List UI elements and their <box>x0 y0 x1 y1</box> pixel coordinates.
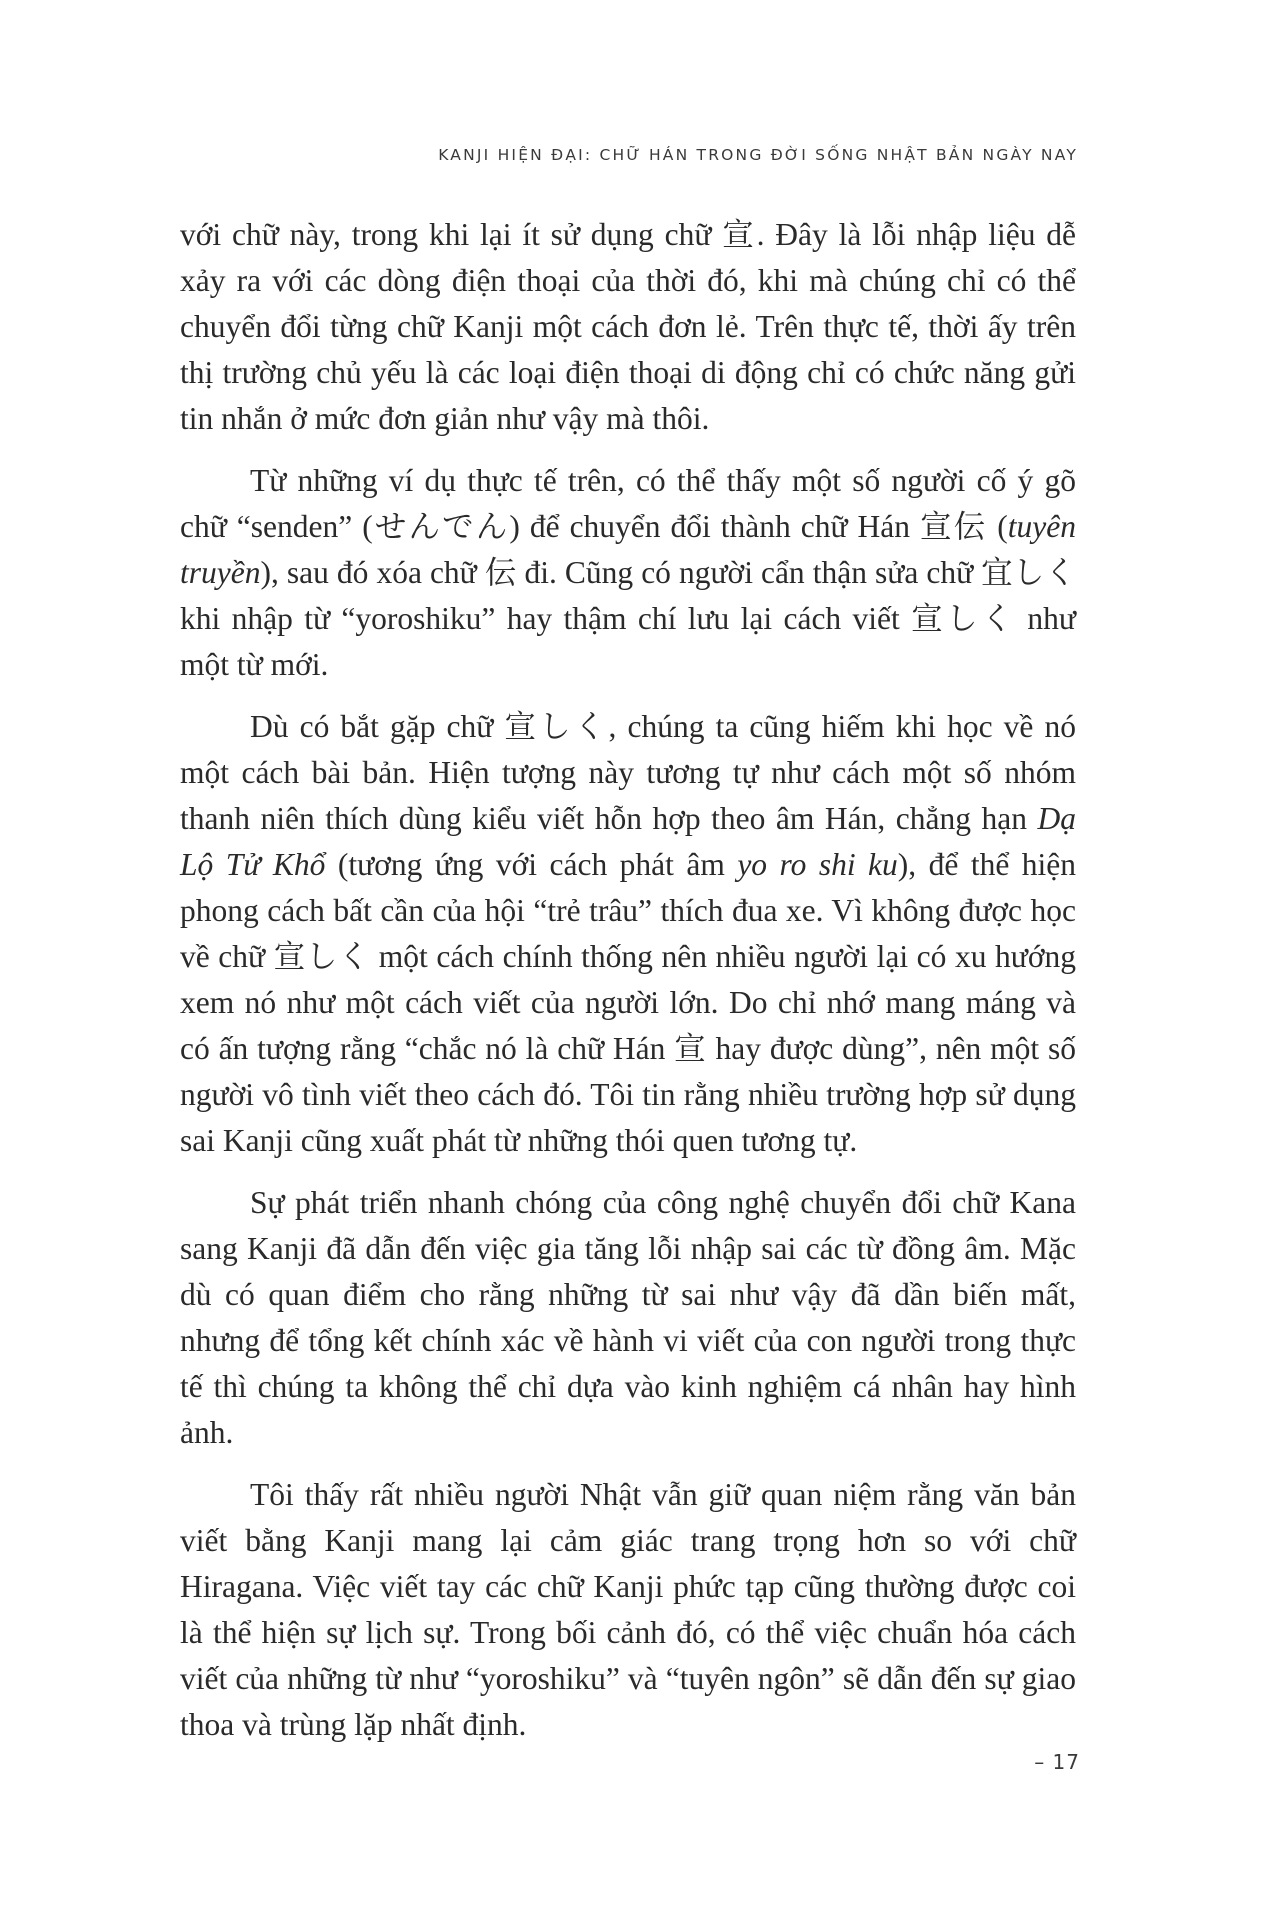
paragraph-text: Tôi thấy rất nhiều người Nhật vẫn giữ quan niệm rằng văn bản viết bằng Kanji mang lại cảm giác trang trọng hơn so với chữ Hiragana. Việc viết tay các chữ Kanji phức tạp cũng thường được coi là thể hiện sự lịch sự. Trong bối cảnh đó, có thể việc chuẩn hóa cách viết của những từ như “yoroshiku” và “tuyên ngôn” sẽ dẫn đến sự giao thoa và trùng lặp nhất định. <box>180 1477 1076 1742</box>
page-number: – 17 <box>1034 1750 1080 1774</box>
paragraph-text: với chữ này, trong khi lại ít sử dụng chữ 宣. Đây là lỗi nhập liệu dễ xảy ra với các dòng điện thoại của thời đó, khi mà chúng chỉ có thể chuyển đổi từng chữ Kanji một cách đơn lẻ. Trên thực tế, thời ấy trên thị trường chủ yếu là các loại điện thoại di động chỉ có chức năng gửi tin nhắn ở mức đơn giản như vậy mà thôi. <box>180 217 1076 436</box>
paragraph-2 <box>180 458 1076 688</box>
paragraph-4 <box>180 1180 1076 1456</box>
paragraph-text: (tương ứng với cách phát âm <box>325 847 738 882</box>
body-text <box>180 212 1076 1764</box>
paragraph-text: Sự phát triển nhanh chóng của công nghệ chuyển đổi chữ Kana sang Kanji đã dẫn đến việc gia tăng lỗi nhập sai các từ đồng âm. Mặc dù có quan điểm cho rằng những từ sai như vậy đã dần biến mất, nhưng để tổng kết chính xác về hành vi viết của con người trong thực tế thì chúng ta không thể chỉ dựa vào kinh nghiệm cá nhân hay hình ảnh. <box>180 1185 1076 1450</box>
italic-term: yo ro shi ku <box>737 847 898 882</box>
running-header: KANJI HIỆN ĐẠI: CHỮ HÁN TRONG ĐỜI SỐNG NHẬT BẢN NGÀY NAY <box>438 146 1078 164</box>
italic-term: tuyên truyền <box>180 509 1076 590</box>
paragraph-text: ), để thể hiện phong cách bất cần của hội “trẻ trâu” thích đua xe. Vì không được học về chữ 宣しく một cách chính thống nên nhiều người lại có xu hướng xem nó như một cách viết của người lớn. Do chỉ nhớ mang máng và có ấn tượng rằng “chắc nó là chữ Hán 宣 hay được dùng”, nên một số người vô tình viết theo cách đó. Tôi tin rằng nhiều trường hợp sử dụng sai Kanji cũng xuất phát từ những thói quen tương tự. <box>180 847 1076 1158</box>
italic-term: Dạ Lộ Tử Khổ <box>180 801 1076 882</box>
paragraph-text: Dù có bắt gặp chữ 宣しく, chúng ta cũng hiếm khi học về nó một cách bài bản. Hiện tượng này tương tự như cách một số nhóm thanh niên thích dùng kiểu viết hỗn hợp theo âm Hán, chẳng hạn <box>180 709 1076 836</box>
paragraph-3 <box>180 704 1076 1164</box>
paragraph-text: ), sau đó xóa chữ 伝 đi. Cũng có người cẩn thận sửa chữ 宜しく khi nhập từ “yoroshiku” hay thậm chí lưu lại cách viết 宣しく như một từ mới. <box>180 555 1076 682</box>
paragraph-text: Từ những ví dụ thực tế trên, có thể thấy một số người cố ý gõ chữ “senden” (せんでん) để chuyển đổi thành chữ Hán 宣伝 ( <box>180 463 1076 544</box>
paragraph-5 <box>180 1472 1076 1748</box>
paragraph-1 <box>180 212 1076 442</box>
